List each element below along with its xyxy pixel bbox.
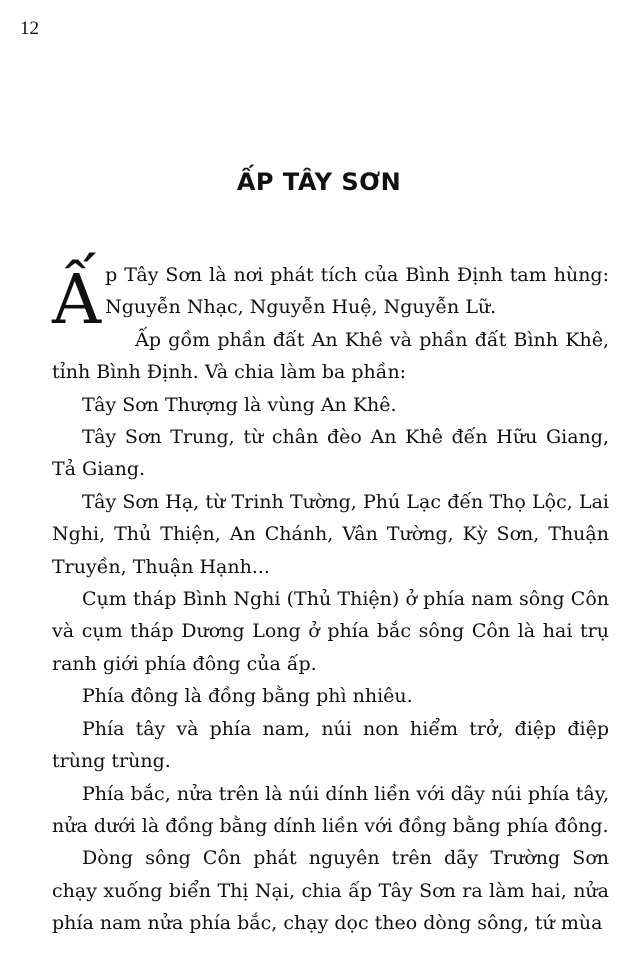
paragraph-6: Phía đông là đồng bằng phì nhiêu. bbox=[82, 685, 413, 708]
page-number: 12 bbox=[20, 18, 39, 39]
intro-text: p Tây Sơn là nơi phát tích của Bình Định tam hùng: Nguyễn Nhạc, Nguyễn Huệ, Nguyễn Lữ. bbox=[105, 264, 609, 319]
chapter-title: ẤP TÂY SƠN bbox=[236, 168, 402, 196]
drop-cap: Ấ bbox=[52, 261, 102, 340]
paragraph-3: Tây Sơn Trung, từ chân đèo An Khê đến Hữu Giang, Tả Giang. bbox=[52, 426, 609, 481]
intro-paragraph bbox=[52, 259, 609, 340]
paragraph-9: Dòng sông Côn phát nguyên trên dãy Trường Sơn chạy xuống biển Thị Nại, chia ấp Tây Sơn ra làm hai, nửa phía nam nửa phía bắc, chạy dọc theo dòng sông, tứ mùa bbox=[52, 847, 609, 935]
paragraph-5: Cụm tháp Bình Nghi (Thủ Thiện) ở phía nam sông Côn và cụm tháp Dương Long ở phía bắc sông Côn là hai trụ ranh giới phía đông của ấp. bbox=[52, 588, 609, 675]
paragraph-1: Ấp gồm phần đất An Khê và phần đất Bình Khê, tỉnh Bình Định. Và chia làm ba phần: bbox=[52, 328, 609, 384]
paragraph-2: Tây Sơn Thượng là vùng An Khê. bbox=[82, 393, 397, 416]
paragraph-7: Phía tây và phía nam, núi non hiểm trở, điệp điệp trùng trùng. bbox=[52, 717, 609, 773]
body-text bbox=[52, 259, 609, 940]
paragraph-8: Phía bắc, nửa trên là núi dính liền với dãy núi phía tây, nửa dưới là đồng bằng dính liền với đồng bằng phía đông. bbox=[52, 782, 609, 837]
paragraph-4: Tây Sơn Hạ, từ Trinh Tường, Phú Lạc đến Thọ Lộc, Lai Nghi, Thủ Thiện, An Chánh, Vân Tường, Kỳ Sơn, Thuận Truyền, Thuận Hạnh... bbox=[52, 490, 609, 578]
